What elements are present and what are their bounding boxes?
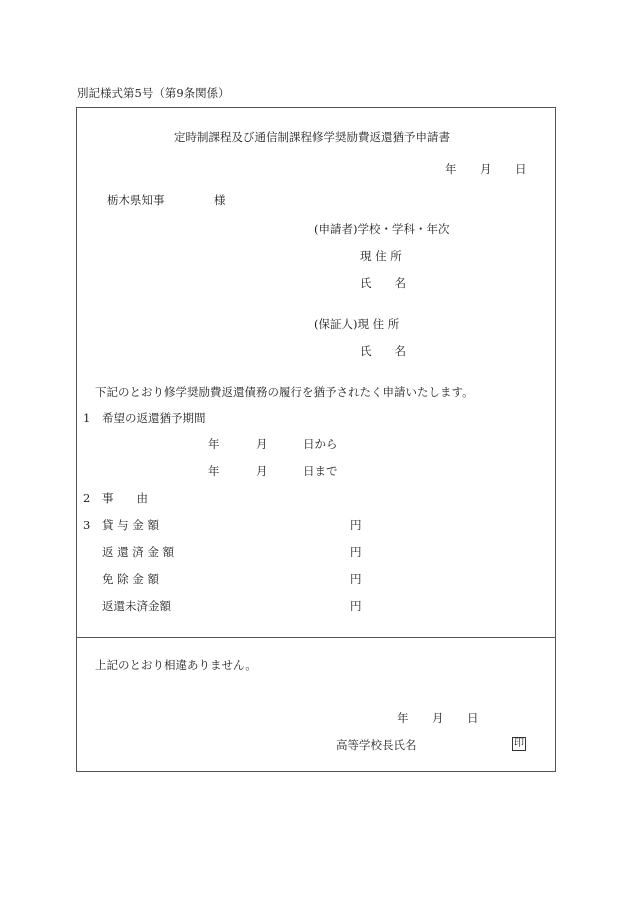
period-from-day: 日から: [303, 437, 338, 451]
item1-number: 1: [83, 411, 91, 425]
loan-amount-unit: 円: [350, 518, 362, 532]
form-title: 定時制課程及び通信制課程修学奨励費返還猶予申請書: [174, 130, 450, 144]
form-section-divider: [76, 637, 556, 638]
certification-statement: 上記のとおり相違ありません。: [95, 658, 257, 672]
period-to-day: 日まで: [303, 464, 338, 478]
date-year-label: 年: [445, 162, 457, 176]
period-to-year: 年: [208, 464, 220, 478]
loan-amount-label: 貸 与 金 額: [102, 518, 159, 532]
guarantor-name-label: 氏 名: [360, 344, 406, 358]
date-month-label: 月: [480, 162, 492, 176]
item2-title: 事 由: [102, 491, 148, 505]
unpaid-amount-label: 返還未済金額: [102, 599, 171, 613]
applicant-name-label: 氏 名: [360, 276, 406, 290]
principal-name-label: 高等学校長氏名: [336, 738, 417, 752]
request-statement: 下記のとおり修学奨励費返還債務の履行を猶予されたく申請いたします。: [95, 385, 474, 399]
repaid-amount-label: 返 還 済 金 額: [102, 545, 175, 559]
period-from-month: 月: [256, 437, 268, 451]
period-to-month: 月: [256, 464, 268, 478]
exempt-amount-label: 免 除 金 額: [102, 572, 159, 586]
applicant-address-label: 現 住 所: [360, 249, 402, 263]
cert-date-day: 日: [467, 711, 479, 725]
guarantor-address-label: (保証人)現 住 所: [314, 317, 400, 331]
date-day-label: 日: [515, 162, 527, 176]
period-from-year: 年: [208, 437, 220, 451]
repaid-amount-unit: 円: [350, 545, 362, 559]
exempt-amount-unit: 円: [350, 572, 362, 586]
seal-mark: 印: [514, 738, 524, 749]
item3-number: 3: [83, 518, 91, 532]
addressee-honorific: 様: [214, 193, 226, 207]
item1-title: 希望の返還猶予期間: [102, 411, 206, 425]
addressee-name: 栃木県知事: [107, 193, 165, 207]
applicant-school-label: (申請者)学校・学科・年次: [314, 222, 450, 236]
cert-date-year: 年: [397, 711, 409, 725]
cert-date-month: 月: [432, 711, 444, 725]
item2-number: 2: [83, 491, 91, 505]
form-number-label: 別記様式第5号（第9条関係）: [77, 86, 230, 100]
unpaid-amount-unit: 円: [350, 599, 362, 613]
